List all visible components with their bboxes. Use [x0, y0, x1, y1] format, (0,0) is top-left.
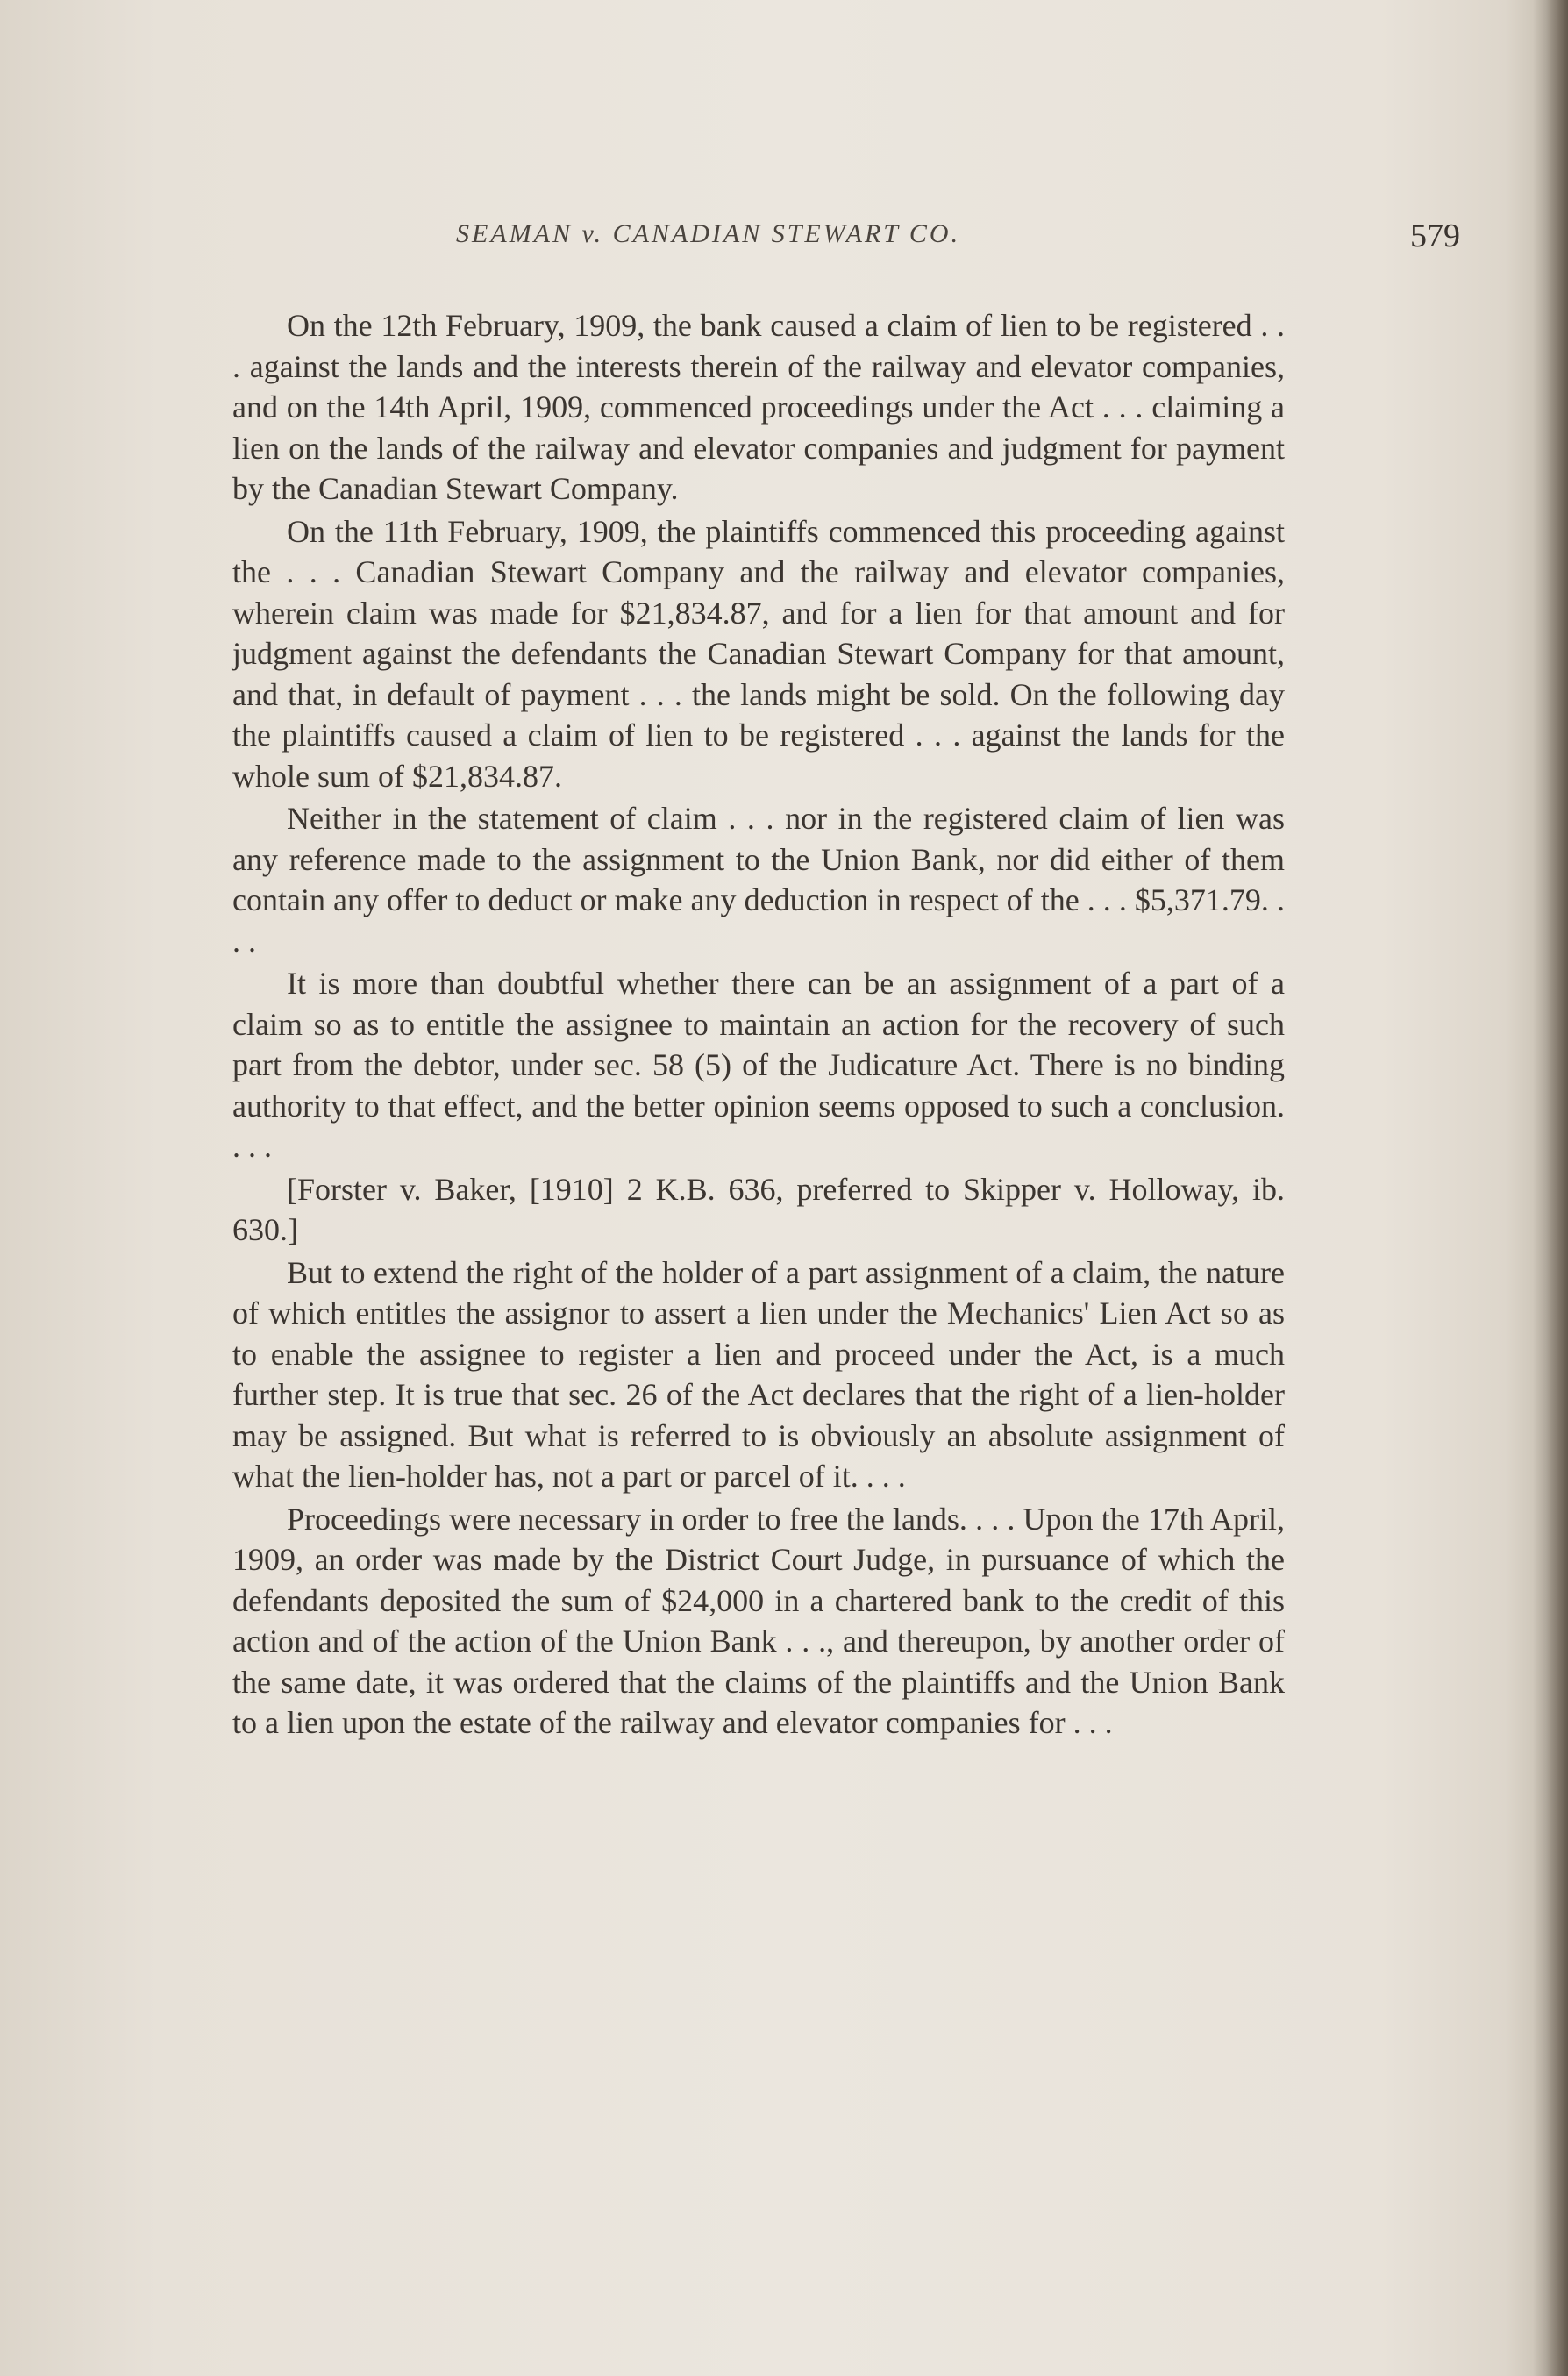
paragraph-lien-registration: On the 12th February, 1909, the bank caused a claim of lien to be registered . . . against the lands and the interests therein of the railway and elevator companies, and on the 14th April, 1909, commenced proceedings under the Act . . . claiming a lien on the lands of the railway and elevator companies and judgment for payment by the Canadian Stewart Company.	[232, 308, 1285, 506]
page-content	[232, 218, 1460, 1740]
page-number: 579	[1410, 218, 1460, 254]
page-edge-shadow	[1533, 0, 1568, 2376]
paragraph-plaintiffs-proceeding: On the 11th February, 1909, the plaintiffs commenced this proceeding against the . . . Canadian Stewart Company and the railway and elevator companies, wherein claim was made for $21,834.87, and for a lien for that amount and for judgment against the defendants the Canadian Stewart Company for that amount, and that, in default of payment . . . the lands might be sold. On the following day the plaintiffs caused a claim of lien to be registered . . . against the lands for the whole sum of $21,834.87.	[232, 513, 1285, 794]
running-head: SEAMAN v. CANADIAN STEWART CO.	[456, 219, 961, 248]
paragraph-partial-assignment: It is more than doubtful whether there can be an assignment of a part of a claim so as to entitle the assignee to maintain an action for the recovery of such part from the debtor, under sec. 58 (5) of the Judicature Act. There is no binding authority to that effect, and the better opinion seems opposed to such a conclusion. . . .	[232, 966, 1285, 1164]
paragraph-no-assignment-reference: Neither in the statement of claim . . . nor in the registered claim of lien was any reference made to the assignment to the Union Bank, nor did either of them contain any offer to deduct or make any deduction in respect of the . . . $5,371.79. . . .	[232, 801, 1285, 959]
body-text	[232, 305, 1285, 1745]
paragraph-court-order: Proceedings were necessary in order to free the lands. . . . Upon the 17th April, 1909, an order was made by the District Court Judge, in pursuance of which the defendants deposited the sum of $24,000 in a chartered bank to the credit of this action and of the action of the Union Bank . . ., and thereupon, by another order of the same date, it was ordered that the claims of the plaintiffs and the Union Bank to a lien upon the estate of the railway and elevator companies for . . .	[232, 1501, 1285, 1740]
paragraph-mechanics-lien: But to extend the right of the holder of a part assignment of a claim, the nature of which entitles the assignor to assert a lien under the Mechanics' Lien Act so as to enable the assignee to register a lien and proceed under the Act, is a much further step. It is true that sec. 26 of the Act declares that the right of a lien-holder may be assigned. But what is referred to is obviously an absolute assignment of what the lien-holder has, not a part or parcel of it. . . .	[232, 1254, 1285, 1494]
page-header	[232, 218, 1460, 272]
paragraph-case-citation: [Forster v. Baker, [1910] 2 K.B. 636, preferred to Skipper v. Holloway, ib. 630.]	[232, 1171, 1285, 1247]
